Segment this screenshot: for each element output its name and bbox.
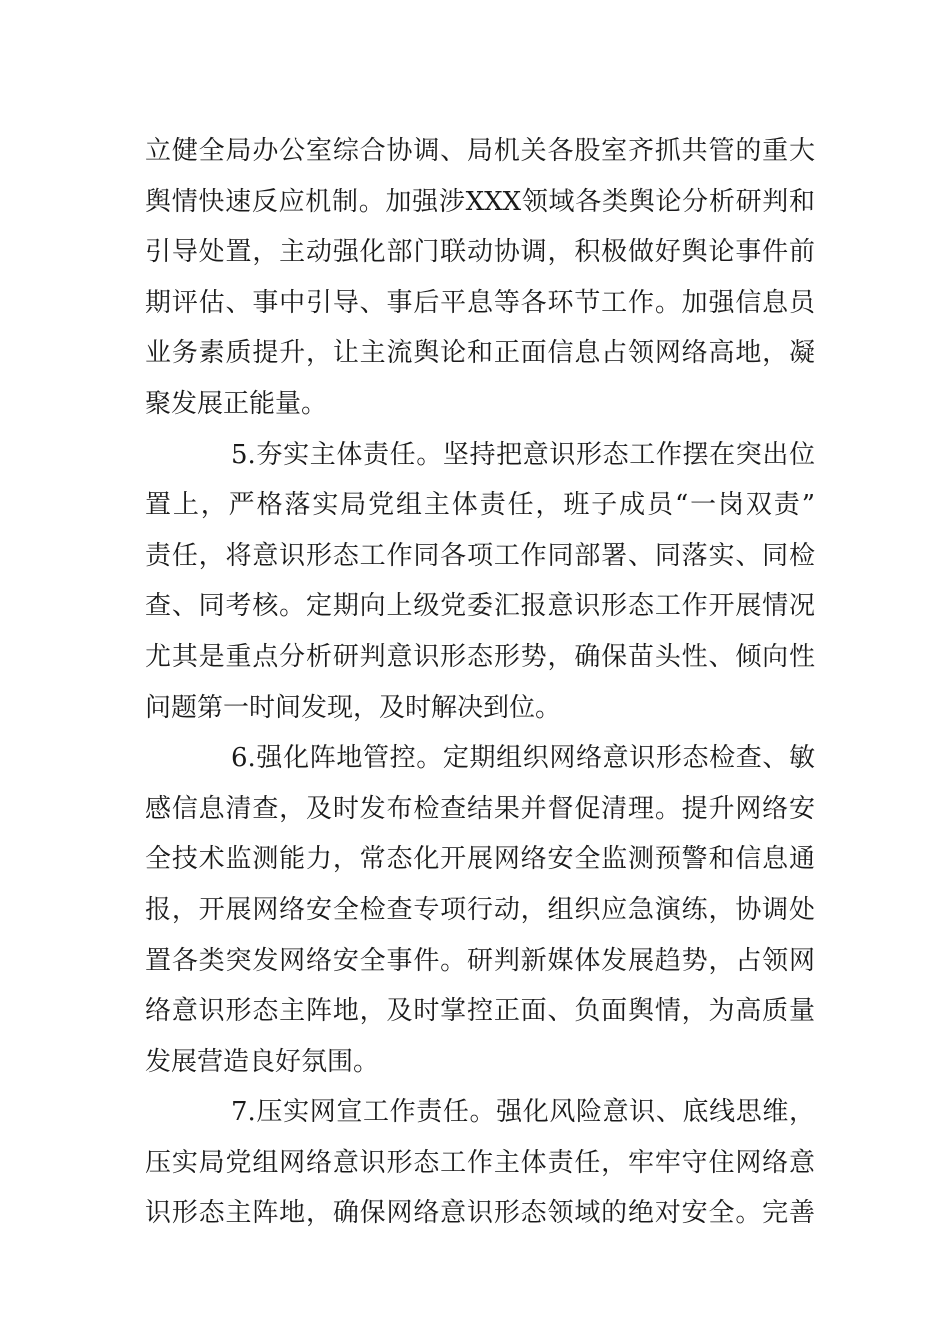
text-line: 聚发展正能量。 <box>145 388 328 419</box>
text-line: 全技术监测能力，常态化开展网络安全监测预警和信息通 <box>145 844 815 875</box>
text-line: 识形态主阵地，确保网络意识形态领域的绝对安全。完善 <box>145 1198 815 1229</box>
text-line: 置各类突发网络安全事件。研判新媒体发展趋势，占领网 <box>145 945 815 976</box>
text-line: 舆情快速反应机制。加强涉XXX领域各类舆论分析研判和 <box>145 186 815 217</box>
text-line: 问题第一时间发现，及时解决到位。 <box>145 692 562 723</box>
paragraph-item-6 <box>145 733 815 1087</box>
text-line: 压实局党组网络意识形态工作主体责任，牢牢守住网络意 <box>145 1147 815 1178</box>
text-line: 感信息清查，及时发布检查结果并督促清理。提升网络安 <box>145 793 815 824</box>
text-line: 期评估、事中引导、事后平息等各环节工作。加强信息员 <box>145 287 815 318</box>
document-page <box>145 126 815 1239</box>
paragraph-item-5 <box>145 430 815 734</box>
text-line: 发展营造良好氛围。 <box>145 1046 380 1077</box>
text-line: 置上，严格落实局党组主体责任，班子成员“一岗双责” <box>145 490 815 521</box>
text-line: 7.压实网宣工作责任。强化风险意识、底线思维， <box>231 1097 815 1128</box>
text-line: 引导处置，主动强化部门联动协调，积极做好舆论事件前 <box>145 237 815 268</box>
text-line: 查、同考核。定期向上级党委汇报意识形态工作开展情况 <box>145 591 815 622</box>
text-line: 立健全局办公室综合协调、局机关各股室齐抓共管的重大 <box>145 136 815 166</box>
text-line: 5.夯实主体责任。坚持把意识形态工作摆在突出位 <box>231 439 815 470</box>
text-line: 6.强化阵地管控。定期组织网络意识形态检查、敏 <box>231 743 815 774</box>
paragraph-continuation <box>145 126 815 430</box>
text-line: 业务素质提升，让主流舆论和正面信息占领网络高地，凝 <box>145 338 815 369</box>
text-line: 报，开展网络安全检查专项行动，组织应急演练，协调处 <box>145 894 815 925</box>
text-line: 责任，将意识形态工作同各项工作同部署、同落实、同检 <box>145 540 815 571</box>
paragraph-item-7 <box>145 1087 815 1239</box>
text-line: 尤其是重点分析研判意识形态形势，确保苗头性、倾向性 <box>145 641 815 672</box>
text-line: 络意识形态主阵地，及时掌控正面、负面舆情，为高质量 <box>145 996 815 1027</box>
